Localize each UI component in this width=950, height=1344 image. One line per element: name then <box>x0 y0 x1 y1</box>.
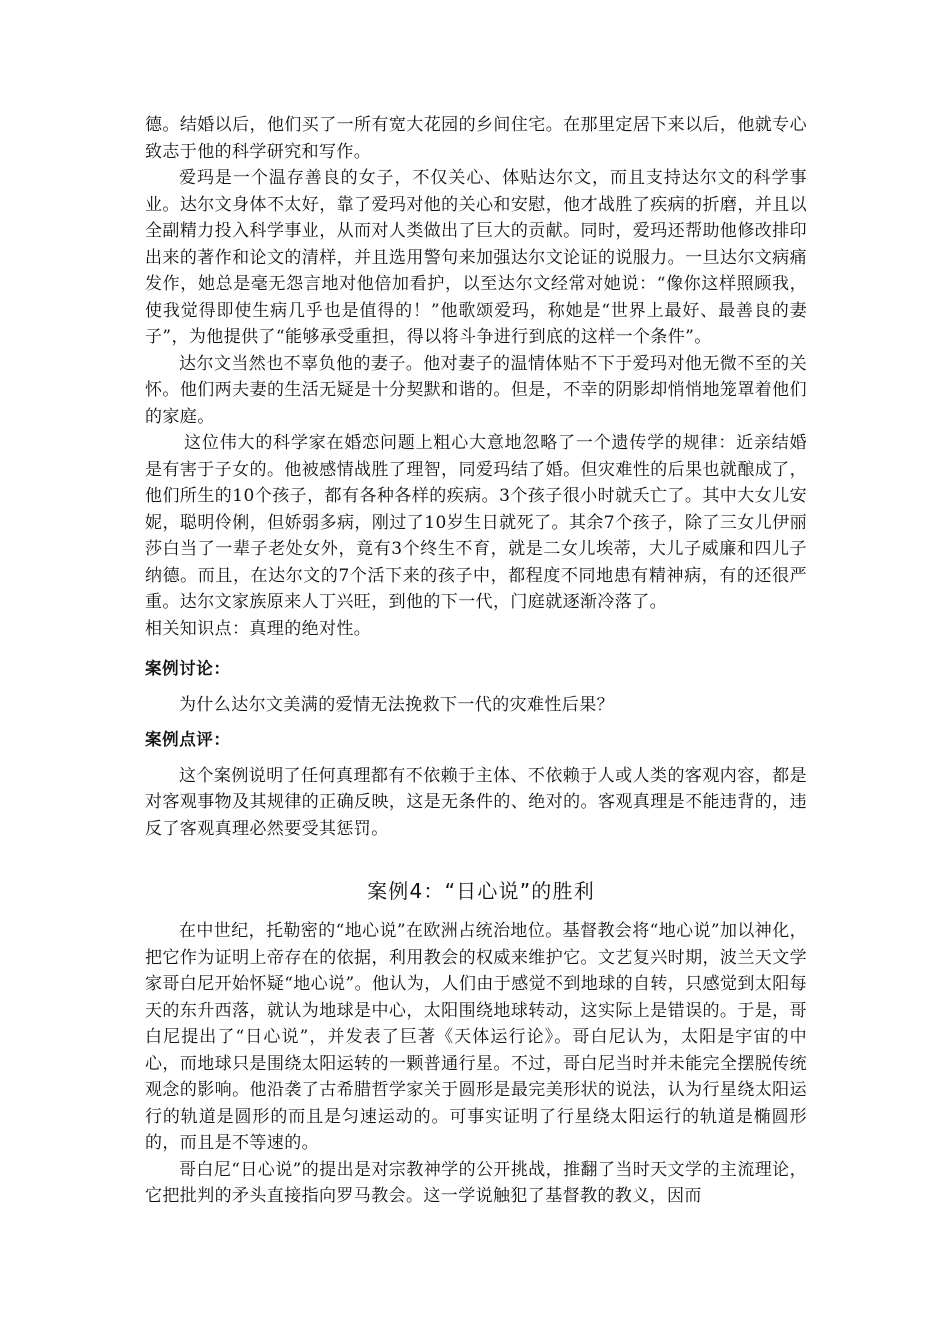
review-heading: 案例点评： <box>145 729 231 749</box>
discussion-text: 为什么达尔文美满的爱情无法挽救下一代的灾难性后果？ <box>179 695 614 715</box>
document-page <box>145 112 807 1210</box>
review-text: 这个案例说明了任何真理都有不依赖于主体、不依赖于人或人类的客观内容，都是对客观事物及其规律的正确反映，这是无条件的、绝对的。客观真理是不能违背的，违反了客观真理必然要受其惩罚。 <box>145 765 807 839</box>
discussion-heading: 案例讨论： <box>145 659 231 678</box>
case4-title: 案例4：“日心说”的胜利 <box>367 879 595 903</box>
case4-paragraph-geocentric: 在中世纪，托勒密的“地心说”在欧洲占统治地位。基督教会将“地心说”加以神化，把它作为证明上帝存在的依据，利用教会的权威来维护它。文艺复兴时期，波兰天文学家哥白尼开始怀疑“地心说”。他认为，人们由于感觉不到地球的自转，只感觉到太阳每天的东升西落，就认为地球是中心，太阳围绕地球转动，这实际上是错误的。于是，哥白尼提出了“日心说”，并发表了巨著《天体运行论》。哥白尼认为，太阳是宇宙的中心，而地球只是围绕太阳运转的一颗普通行星。不过，哥白尼当时并未能完全摆脱传统观念的影响。他沿袭了古希腊哲学家关于圆形是最完美形状的说法，认为行星绕太阳运行的轨道是圆形的而且是匀速运动的。可事实证明了行星绕太阳运行的轨道是椭圆形的，而且是不等速的。 <box>145 921 807 1153</box>
paragraph-continuation: 德。结婚以后，他们买了一所有宽大花园的乡间住宅。在那里定居下来以后，他就专心致志于他的科学研究和写作。 <box>145 115 807 162</box>
related-knowledge: 相关知识点：真理的绝对性。 <box>145 618 372 639</box>
case4-paragraph-challenge: 哥白尼“日心说”的提出是对宗教神学的公开挑战，推翻了当时天文学的主流理论，它把批判的矛头直接指向罗马教会。这一学说触犯了基督教的教义，因而 <box>145 1159 807 1206</box>
paragraph-genetics: 这位伟大的科学家在婚恋问题上粗心大意地忽略了一个遗传学的规律：近亲结婚是有害于子女的。他被感情战胜了理智，同爱玛结了婚。但灾难性的后果也就酿成了，他们所生的10个孩子，都有各种各样的疾病。3个孩子很小时就夭亡了。其中大女儿安妮，聪明伶俐，但娇弱多病，刚过了10岁生日就死了。其余7个孩子，除了三女儿伊丽莎白当了一辈子老处女外，竟有3个终生不育，就是二女儿埃蒂，大儿子威廉和四儿子纳德。而且，在达尔文的7个活下来的孩子中，都程度不同地患有精神病，有的还很严重。达尔文家族原来人丁兴旺，到他的下一代，门庭就逐渐冷落了。 <box>145 433 807 612</box>
paragraph-darwin-wife: 达尔文当然也不辜负他的妻子。他对妻子的温情体贴不下于爱玛对他无微不至的关怀。他们两夫妻的生活无疑是十分契默和谐的。但是，不幸的阴影却悄悄地笼罩着他们的家庭。 <box>145 353 807 427</box>
paragraph-emma: 爱玛是一个温存善良的女子，不仅关心、体贴达尔文，而且支持达尔文的科学事业。达尔文身体不太好，靠了爱玛对他的关心和安慰，他才战胜了疾病的折磨，并且以全副精力投入科学事业，从而对人类做出了巨大的贡献。同时，爱玛还帮助他修改排印出来的著作和论文的清样，并且选用警句来加强达尔文论证的说服力。一旦达尔文病痛发作，她总是毫无怨言地对他倍加看护，以至达尔文经常对她说：“像你这样照顾我，使我觉得即使生病几乎也是值得的！”他歌颂爱玛，称她是“世界上最好、最善良的妻子”，为他提供了“能够承受重担，得以将斗争进行到底的这样一个条件”。 <box>145 168 807 347</box>
